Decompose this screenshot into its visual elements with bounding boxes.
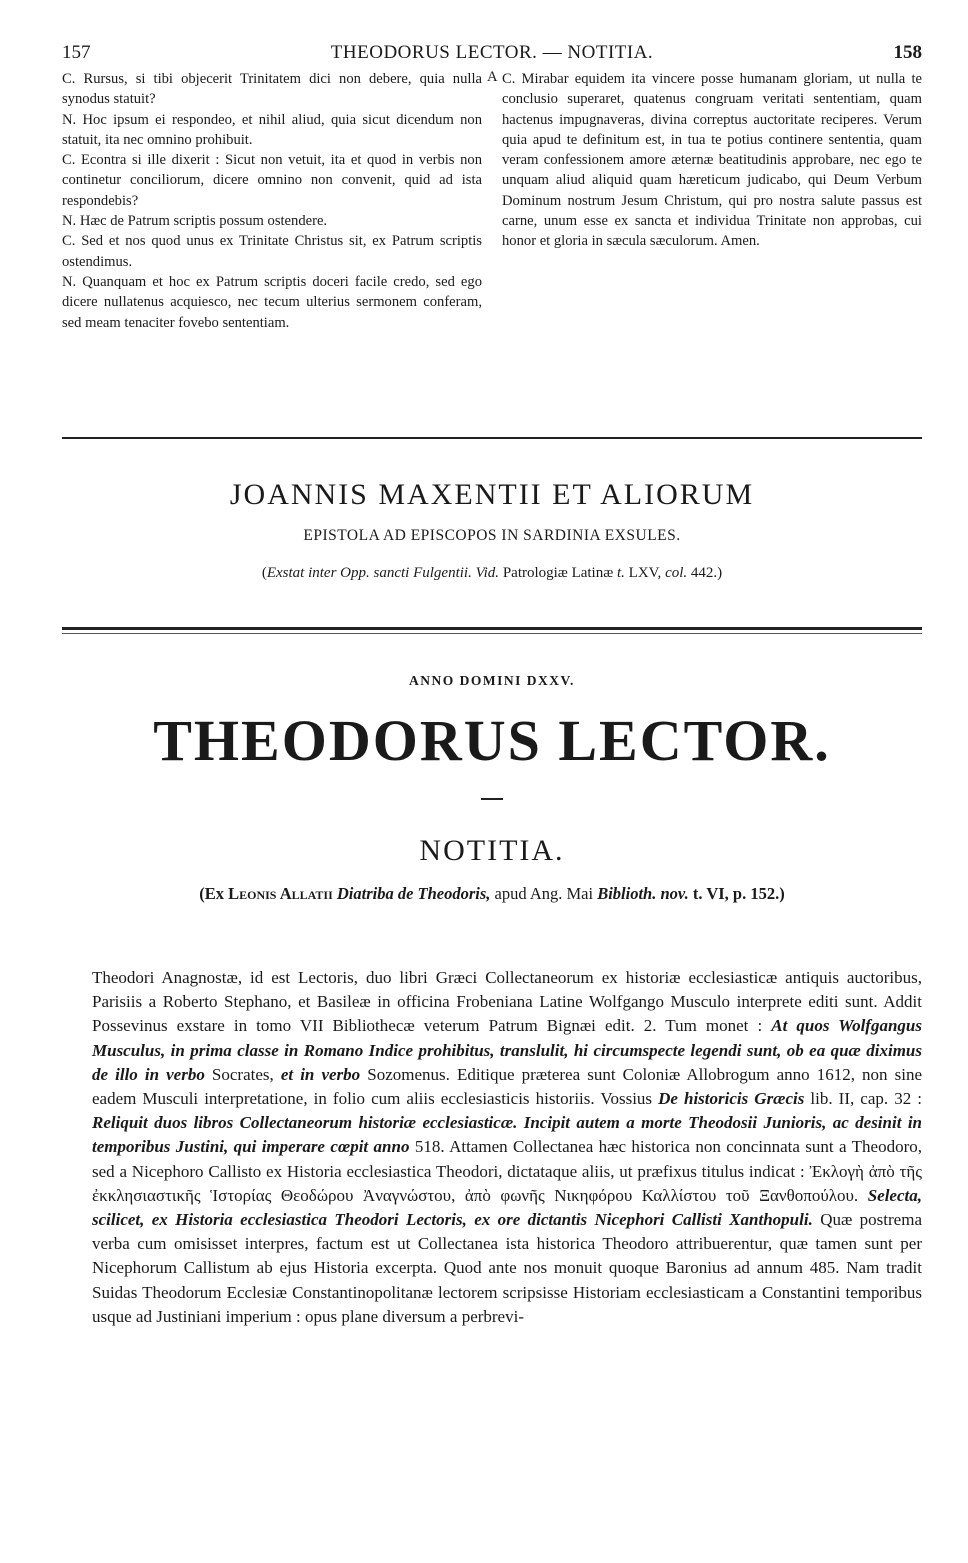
dialogue-line: N. Hoc ipsum ei respondeo, et nihil aliud, quia sicut dicendum non statuit, ita nec omnino prohibuit.: [62, 111, 482, 148]
dialogue-line: N. Hæc de Patrum scriptis possum ostendere.: [62, 213, 328, 230]
source-part: (Ex: [199, 884, 229, 903]
dialogue-line: C. Econtra si ille dixerit : Sicut non vetuit, ita et quod in verbis non continetur conciliorum, dicere omnino non convenit, quid ad ista respondebis?: [62, 152, 482, 209]
column-marker: A: [487, 69, 498, 85]
source-open: (: [261, 565, 267, 581]
text-run-italic: De historicis Græcis: [658, 1089, 805, 1109]
body-paragraph: [92, 966, 922, 1329]
text-run-italic: Selecta, scilicet, ex Historia ecclesiastica Theodori Lectoris, ex ore dictantis Nicephori Callisti Xanthopuli.: [92, 1185, 922, 1230]
text-run: Quæ postrema verba cum omisisset interpres, factum est ut Collectanea ista historica Theodoro attribuerentur, quæ tamen sunt per Nicephorum Callistum ab ejus Historia excerpta. Quod ante nos monuit quoque Baronius ad annum 485. Nam tradit Suidas Theodorum Ecclesiæ Constantinopolitanæ lectorem scripsisse Historiam ecclesiasticam a Constantini temporibus usque ad Justiniani imperium : opus plane diversum a perbrevi-: [92, 1210, 922, 1326]
source-italic: t.: [616, 565, 625, 581]
dialogue-line: N. Quanquam et hoc ex Patrum scriptis doceri facile credo, sed ego dicere nullatenus acquiesco, nec tecum ulterius sermonem conferam, sed meam tenaciter fovebo sententiam.: [62, 273, 482, 331]
subtitle: NOTITIA.: [419, 834, 565, 867]
dialogue-line: C. Mirabar equidem ita vincere posse humanam gloriam, ut nulla te conclusio superaret, quatenus congruam veritati sententiam, quam hactenus impugnaveras, divina correptus auctoritate reciperes. Verum quia apud te definitum est, in tua te potius continere sententia, quam veram confessionem amore æternæ beatitudinis approbare, nec ego te unquam aliud aliquid quam hæreticum judicabo, qui Deum Verbum Dominum nostrum Jesum Christum, qui pro nostra salute passus est carne, unum esse ex sancta et individua Trinitate non approbas, cui honor et gloria in sæcula sæculorum. Amen.: [502, 71, 922, 250]
page-number-left: 157: [62, 42, 91, 63]
source-italic: Exstat inter Opp. sancti Fulgentii. Vid.: [266, 565, 500, 581]
dialogue-right-column: [502, 69, 922, 252]
source-roman: LXV,: [624, 565, 666, 581]
section-source: [62, 565, 922, 582]
double-rule-thin: [62, 633, 922, 634]
body-text: [92, 966, 922, 1329]
text-run: 518. Attamen Collectanea hæc historica non concinnata sunt a Theodoro, sed a Nicephoro Callisto ex Historia ecclesiastica Theodori, dictataque aliis, ut præfixus titulus indicat : Ἐκλογὴ ἀπὸ τῆς ἐκκλησιαστικῆς Ἱστορίας Θεοδώρου Ἀναγνώστου, ἀπὸ φωνῆς Νικηφόρου Καλλίστου τοῦ Ξανθοπούλου.: [92, 1137, 922, 1205]
source-author: Leonis Allatii: [228, 884, 333, 903]
source-work: Diatriba de Theodoris,: [332, 884, 491, 903]
source-work: Biblioth. nov.: [597, 884, 689, 903]
main-title: THEODORUS LECTOR.: [153, 708, 831, 773]
source-part: t. VI, p. 152.): [688, 884, 785, 903]
date-line: ANNO DOMINI DXXV.: [409, 673, 575, 688]
text-run-italic: et in verbo: [280, 1064, 361, 1084]
section-subtitle: EPISTOLA AD EPISCOPOS IN SARDINIA EXSULES.: [303, 527, 681, 544]
text-run: lib. II, cap. 32 :: [804, 1089, 922, 1109]
source-italic: col.: [665, 565, 688, 581]
dash-mark: [481, 798, 503, 800]
title-dash: [62, 790, 922, 808]
section-divider: [62, 437, 922, 439]
double-rule: [62, 627, 922, 630]
source-roman: 442.): [687, 565, 723, 581]
text-run: Theodori Anagnostæ, id est Lectoris, duo libri Græci Collectaneorum ex historiæ ecclesiasticæ antiquis auctoribus, Parisiis a Roberto Stephano, et Basileæ in officina Frobeniana Latine Wolfgango Musculo interprete editi sunt. Addit Possevinus exstare in tomo VII Bibliothecæ veterum Patrum Bignæi edit. 2. Tum monet :: [92, 968, 922, 1036]
dialogue-left-column: [62, 69, 482, 333]
source-part: apud Ang. Mai: [490, 884, 598, 903]
text-run-italic: Reliquit duos libros Collectaneorum historiæ ecclesiasticæ. Incipit autem a morte Theodosii Junioris, ac desinit in temporibus Justini, qui imperare cœpit anno: [92, 1113, 922, 1157]
text-run-italic: At quos Wolfgangus Musculus, in prima classe in Romano Indice prohibitus, translulit, hi circumspecte legendi sunt, ob ea quæ diximus de illo in verbo: [92, 1016, 922, 1084]
text-run: Socrates,: [204, 1064, 281, 1084]
dialogue-line: C. Sed et nos quod unus ex Trinitate Christus sit, ex Patrum scriptis ostendimus.: [62, 233, 482, 270]
source-roman: Patrologiæ Latinæ: [499, 565, 617, 581]
text-run: Sozomenus. Editique præterea sunt Coloniæ Allobrogum anno 1612, non sine eadem Musculi interpretatione, in folio cum aliis ecclesiasticis historiis. Vossius: [92, 1064, 922, 1109]
running-title: THEODORUS LECTOR. — NOTITIA.: [330, 42, 654, 63]
page-number-right: 158: [893, 42, 922, 63]
dialogue-line: C. Rursus, si tibi objecerit Trinitatem dici non debere, quia nulla synodus statuit?: [62, 71, 482, 108]
source-citation: [62, 884, 922, 904]
section-title: JOANNIS MAXENTII ET ALIORUM: [229, 478, 755, 511]
running-header: [62, 42, 922, 68]
